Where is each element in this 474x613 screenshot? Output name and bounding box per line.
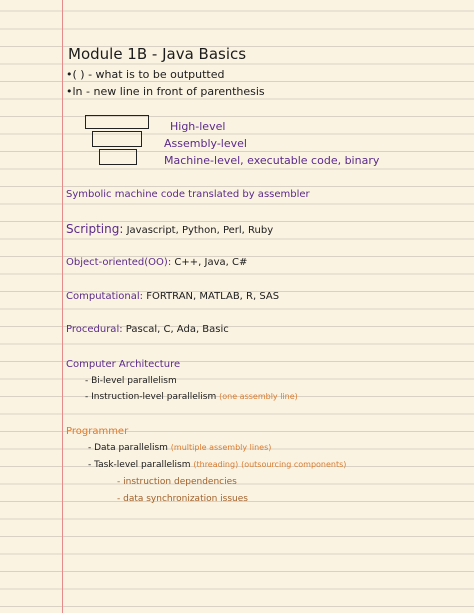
object-oriented-value: C++, Java, C# — [174, 257, 248, 268]
programmer-heading: Programmer — [66, 426, 129, 437]
task-parallelism-item: - Task-level parallelism — [88, 460, 191, 470]
symbolic-note: Symbolic machine code translated by assembler — [66, 189, 310, 200]
task-parallelism-note-threading: (threading) — [193, 460, 239, 469]
instruction-dependencies-item: - instruction dependencies — [117, 477, 237, 487]
procedural-label: Procedural: — [66, 324, 123, 335]
object-oriented-line — [66, 258, 247, 268]
object-oriented-label: Object-oriented(OO): — [66, 257, 172, 268]
assembly-level-label: Assembly-level — [164, 137, 247, 150]
data-parallelism-line — [88, 444, 271, 453]
computational-label: Computational: — [66, 291, 144, 302]
data-synchronization-item: - data synchronization issues — [117, 494, 248, 504]
computational-value: FORTRAN, MATLAB, R, SAS — [146, 291, 280, 302]
machine-level-box — [99, 149, 137, 165]
scripting-value: Javascript, Python, Perl, Ruby — [126, 225, 274, 236]
machine-level-label: Machine-level, executable code, binary — [164, 154, 380, 167]
note-parenthesis: •( ) - what is to be outputted — [66, 68, 225, 81]
high-level-box — [85, 115, 149, 129]
computer-architecture-heading: Computer Architecture — [66, 359, 181, 370]
task-parallelism-note-outsourcing: (outsourcing components) — [241, 460, 347, 469]
instruction-level-note: (one assembly line) — [219, 392, 298, 401]
data-parallelism-item: - Data parallelism — [88, 443, 168, 453]
high-level-label: High-level — [170, 120, 226, 133]
scripting-label: Scripting: — [66, 222, 124, 236]
task-parallelism-line — [88, 461, 346, 470]
page-title: Module 1B - Java Basics — [68, 45, 247, 63]
instruction-level-item: - Instruction-level parallelism — [85, 392, 217, 402]
computational-line — [66, 292, 279, 302]
data-parallelism-note: (multiple assembly lines) — [170, 443, 272, 452]
bit-level-item: - Bi-level parallelism — [85, 376, 177, 386]
assembly-level-box — [92, 131, 142, 147]
scripting-line — [66, 223, 273, 236]
margin-line — [62, 0, 63, 613]
instruction-level-line — [85, 393, 298, 402]
note-newline: •ln - new line in front of parenthesis — [66, 85, 265, 98]
procedural-value: Pascal, C, Ada, Basic — [125, 324, 229, 335]
procedural-line — [66, 325, 229, 335]
